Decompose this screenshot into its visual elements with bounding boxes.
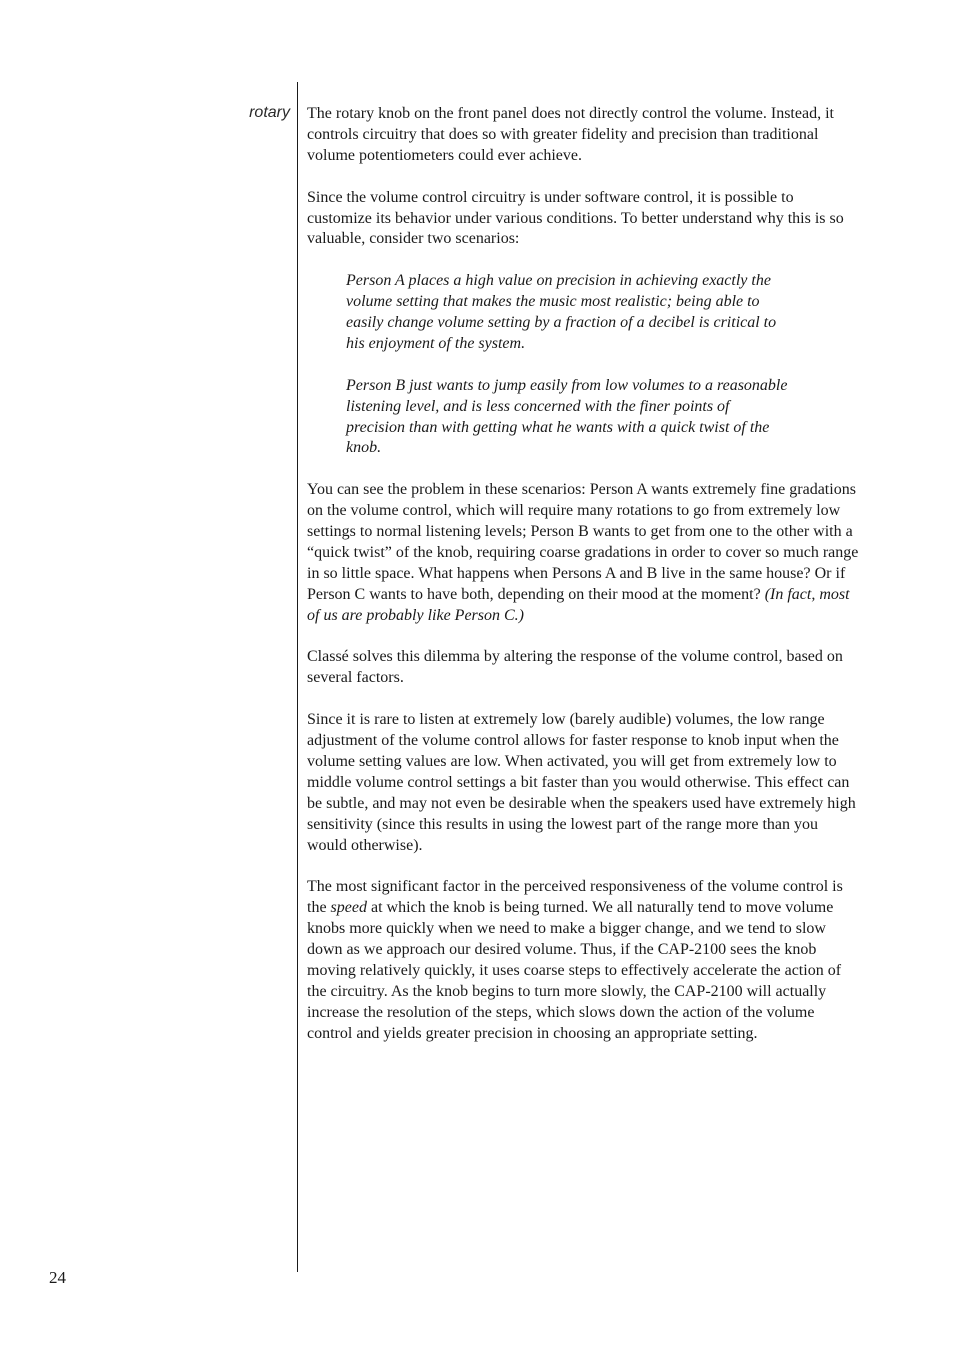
- paragraph-low-range: Since it is rare to listen at extremely low (barely audible) volumes, the low range adjustment of the volume control allows for faster response to knob input when the volume setting values are low. When activated, you will get from extremely low to middle volume control settings a bit faster than you would otherwise. This effect can be subtle, and may not even be desirable when the speakers used have extremely high sensitivity (since this results in using the lowest part of the range more than you would otherwise).: [307, 711, 856, 854]
- section-label: rotary: [249, 104, 290, 121]
- paragraph-scenarios-intro: Since the volume control circuitry is under software control, it is possible to customize its behavior under various conditions. To better understand why this is so valuable, consider two scenarios:: [307, 188, 844, 248]
- page-number: 24: [49, 1268, 66, 1287]
- paragraph-speed-end: at which the knob is being turned. We all naturally tend to move volume knobs more quickly when we need to make a bigger change, and we tend to slow down as we approach our desired volume. Thus, if the CAP-2100 sees the knob moving relatively quickly, it uses coarse steps to effectively accelerate the action of the circuitry. As the knob begins to turn more slowly, the CAP-2100 will actually increase the resolution of the steps, which slows down the action of the volume control and yields greater precision in choosing an appropriate setting.: [307, 899, 842, 1042]
- body-text: [307, 104, 859, 1066]
- paragraph-speed-start: The most significant factor in the perceived responsiveness of the volume control is the: [307, 878, 843, 917]
- paragraph-speed-emphasis: speed: [330, 899, 367, 917]
- paragraph-problem-text: You can see the problem in these scenarios: Person A wants extremely fine gradations on the volume control, which will require many rotations to go from extremely low settings to normal listening levels; Person B wants to get from one to the other with a “quick twist” of the knob, requiring coarse gradations in order to cover so much range in so little space. What happens when Persons A and B live in the same house? Or if Person C wants to have both, depending on their mood at the moment?: [307, 481, 859, 603]
- paragraph-speed: [307, 877, 859, 1044]
- paragraph-problem: [307, 480, 859, 626]
- paragraph-intro: The rotary knob on the front panel does not directly control the volume. Instead, it controls circuitry that does so with greater fidelity and precision than traditional volume potentiometers could ever achieve.: [307, 105, 834, 164]
- quote-person-b: Person B just wants to jump easily from low volumes to a reasonable listening level, and is less concerned with the finer points of precision than with getting what he wants with a quick twist of the knob.: [346, 376, 788, 457]
- quote-person-a: Person A places a high value on precision in achieving exactly the volume setting that makes the music most realistic; being able to easily change volume setting by a fraction of a decibel is critical to his enjoyment of the system.: [346, 272, 777, 352]
- paragraph-problem-aside: (In fact, most of us are probably like Person C.): [307, 585, 850, 624]
- paragraph-solution: Classé solves this dilemma by altering the response of the volume control, based on several factors.: [307, 648, 843, 687]
- vertical-rule: [297, 82, 298, 1272]
